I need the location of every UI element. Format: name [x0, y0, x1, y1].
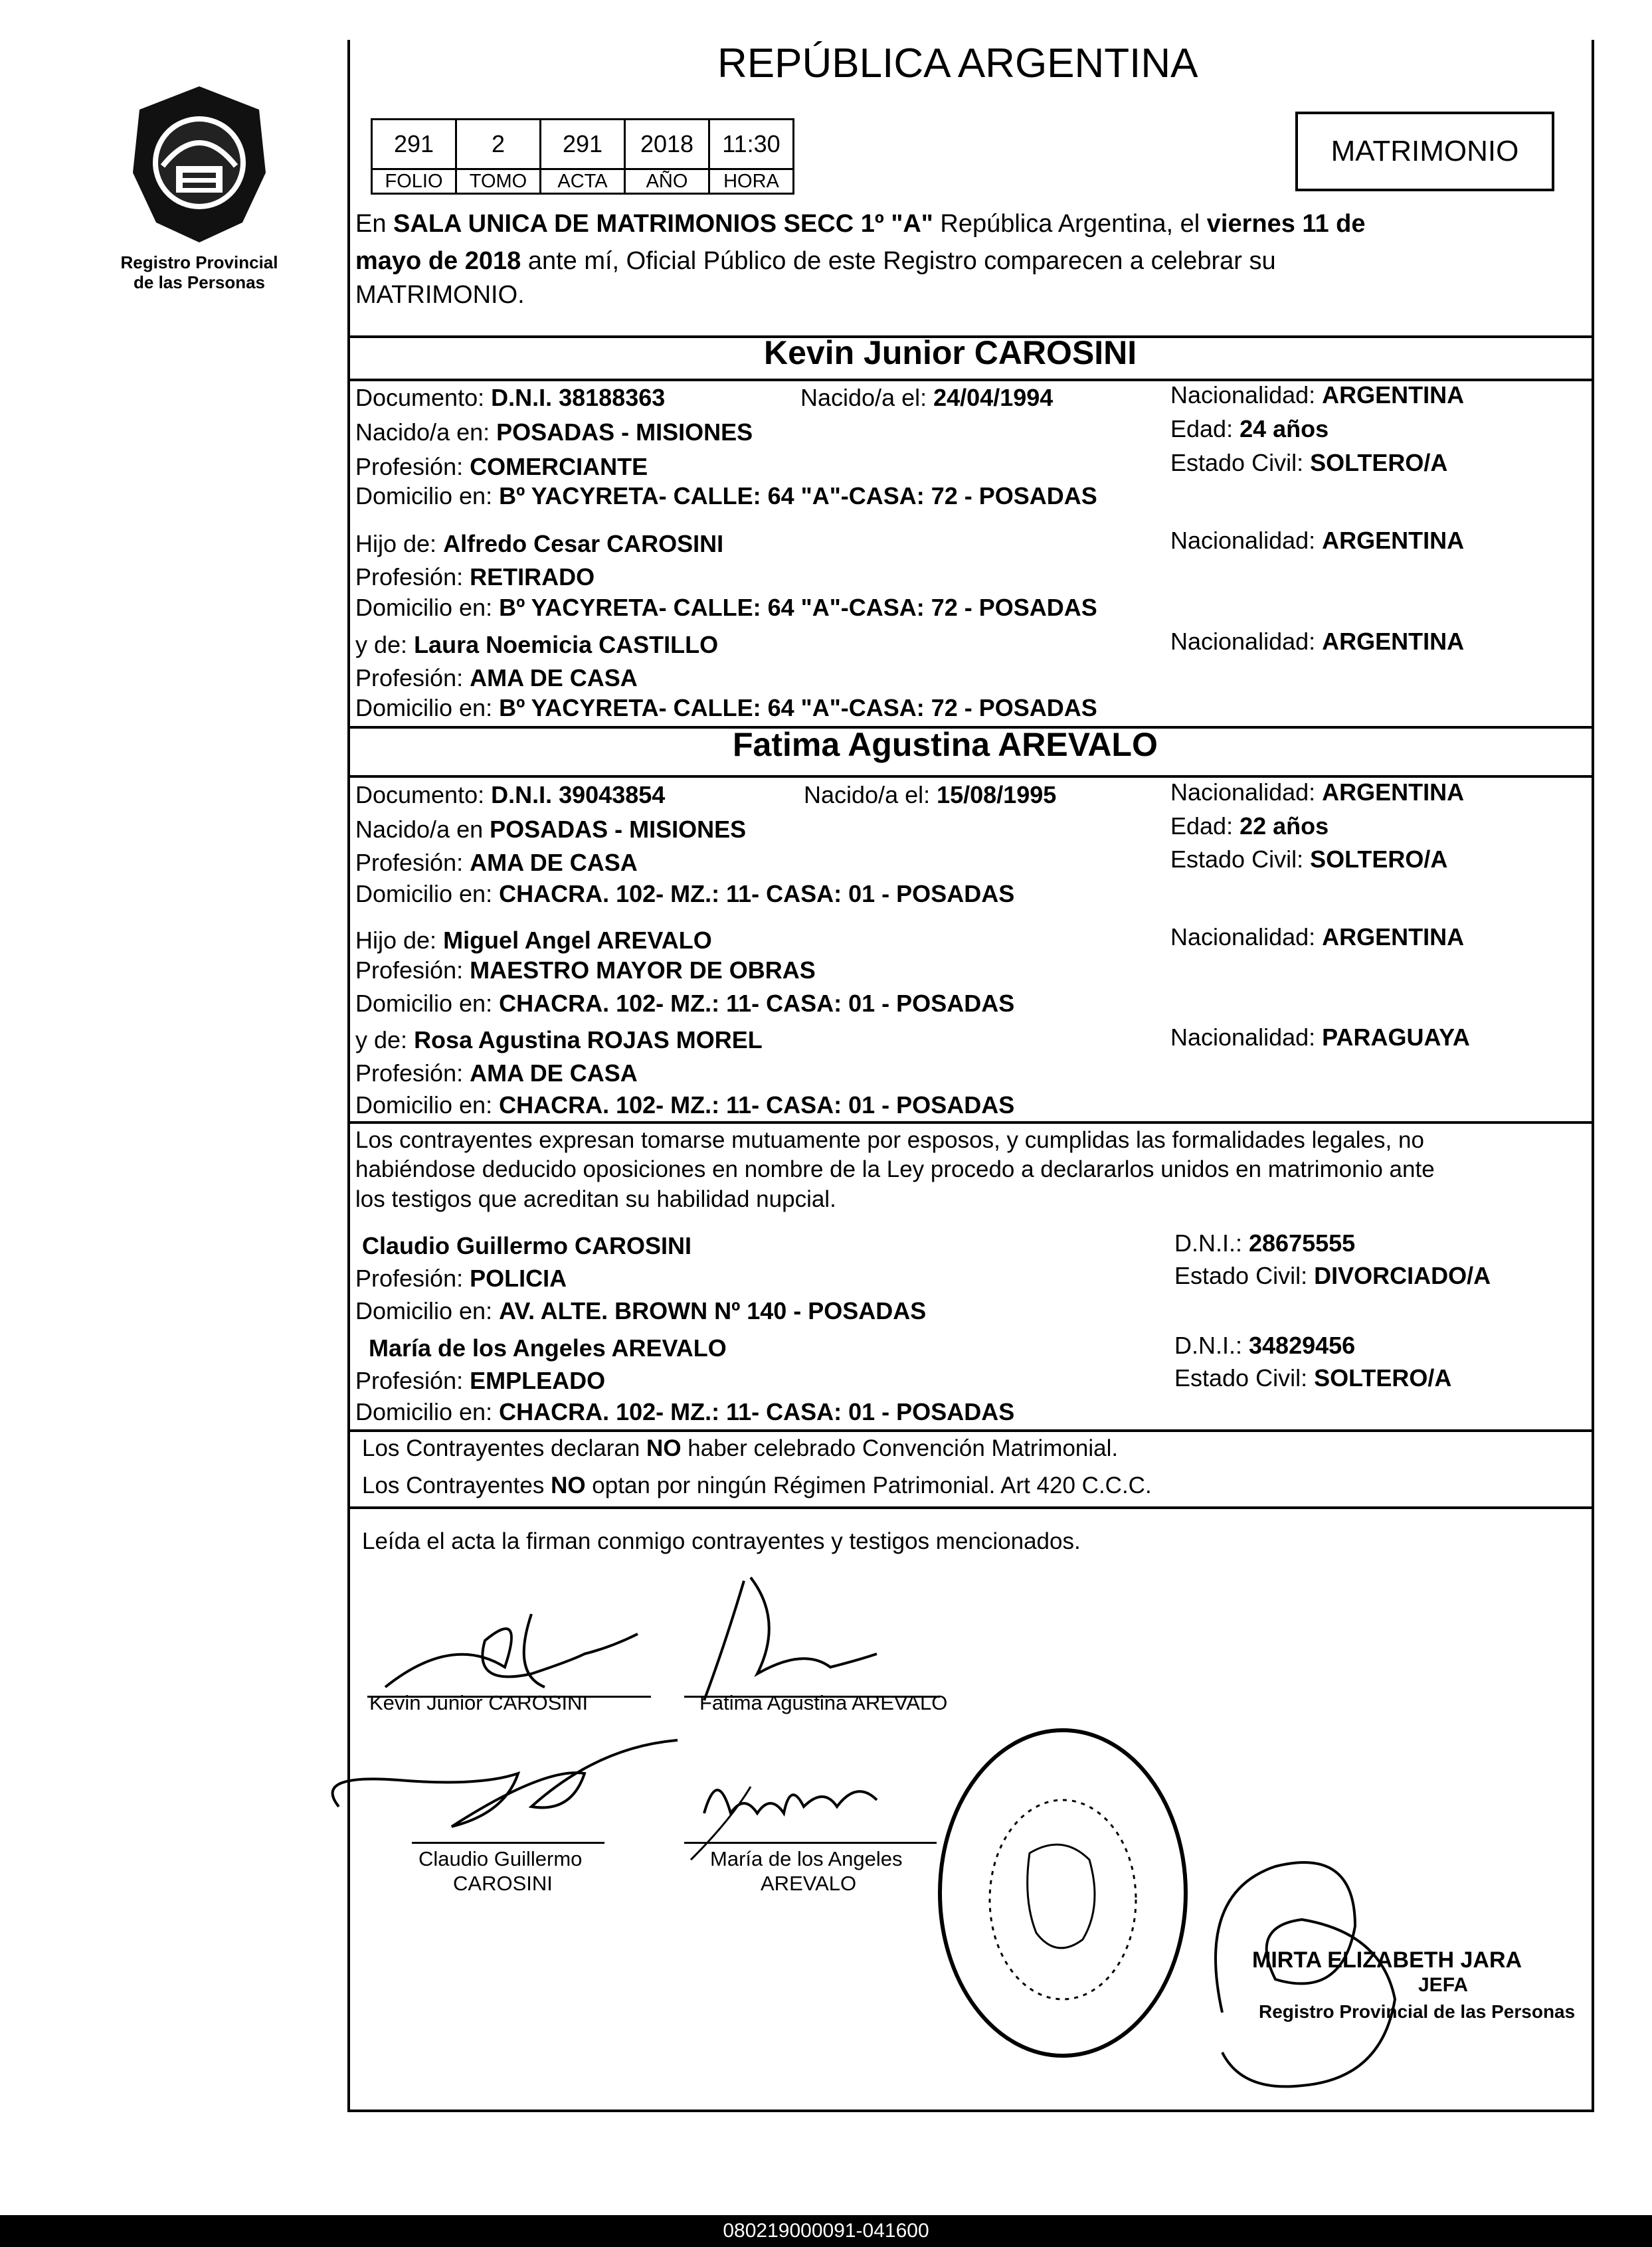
- declaration-line-2: habiéndose deducido oposiciones en nombre de la Ley procedo a declararlos unidos en matrimonio ante: [355, 1156, 1435, 1182]
- bride-documento: Documento: D.N.I. 39043854: [355, 781, 666, 808]
- acta-label: ACTA: [541, 169, 625, 194]
- divider: [347, 1506, 1594, 1509]
- tomo-label: TOMO: [456, 169, 541, 194]
- intro-prefix: En: [355, 210, 394, 238]
- bride-name: Fatima Agustina AREVALO: [733, 726, 1158, 763]
- hora-value: 11:30: [709, 120, 794, 169]
- official-office: Registro Provincial de las Personas: [1259, 2001, 1576, 2022]
- intro-office: SALA UNICA DE MATRIMONIOS SECC 1º "A": [393, 210, 933, 238]
- bride-mother-address: Domicilio en: CHACRA. 102- MZ.: 11- CASA: 01 - POSADAS: [355, 1091, 1015, 1119]
- groom-age: Edad: 24 años: [1170, 415, 1329, 442]
- anio-value: 2018: [625, 120, 709, 169]
- official-name: MIRTA ELIZABETH JARA: [1252, 1947, 1522, 1973]
- bride-signature: [671, 1568, 883, 1707]
- groom-father-nationality: Nacionalidad: ARGENTINA: [1170, 527, 1465, 554]
- groom-address: Domicilio en: Bº YACYRETA- CALLE: 64 "A"-CASA: 72 - POSADAS: [355, 482, 1097, 509]
- divider: [347, 1429, 1594, 1432]
- intro-line-3: MATRIMONIO.: [355, 281, 525, 309]
- folio-label: FOLIO: [372, 169, 456, 194]
- witness-1-name: Claudio Guillermo CAROSINI: [362, 1232, 692, 1259]
- witness-2-name: María de los Angeles AREVALO: [369, 1334, 727, 1362]
- declaration-line-1: Los contrayentes expresan tomarse mutuamente por esposos, y cumplidas las formalidades legales, no: [355, 1127, 1424, 1153]
- groom-birthplace: Nacido/a en: POSADAS - MISIONES: [355, 418, 753, 446]
- witness-1-signature-line: [412, 1842, 604, 1844]
- witness-2-dni: D.N.I.: 34829456: [1174, 1332, 1356, 1359]
- page-title: REPÚBLICA ARGENTINA: [717, 41, 1198, 86]
- convention-line-1: Los Contrayentes declaran NO haber celebrado Convención Matrimonial.: [362, 1435, 1119, 1461]
- witness-1-signature: [319, 1727, 691, 1860]
- bride-signature-label: Fatima Agustina AREVALO: [699, 1691, 948, 1714]
- groom-signature-label: Kevin Junior CAROSINI: [369, 1691, 589, 1714]
- convention-line-2: Los Contrayentes NO optan por ningún Régimen Patrimonial. Art 420 C.C.C.: [362, 1473, 1152, 1498]
- groom-mother-profession: Profesión: AMA DE CASA: [355, 664, 638, 691]
- witness-1-civil-status: Estado Civil: DIVORCIADO/A: [1174, 1262, 1491, 1289]
- witness-1-signature-label-2: CAROSINI: [453, 1872, 553, 1895]
- registry-seal: [123, 80, 276, 246]
- bride-father-nationality: Nacionalidad: ARGENTINA: [1170, 923, 1465, 950]
- footer-code-text: 080219000091-041600: [723, 2220, 929, 2242]
- intro-line-1: [355, 210, 1365, 238]
- bride-mother: y de: Rosa Agustina ROJAS MOREL: [355, 1026, 763, 1053]
- groom-documento: Documento: D.N.I. 38188363: [355, 384, 666, 411]
- groom-civil-status: Estado Civil: SOLTERO/A: [1170, 449, 1448, 476]
- groom-father-address: Domicilio en: Bº YACYRETA- CALLE: 64 "A"-CASA: 72 - POSADAS: [355, 594, 1097, 621]
- witness-2-signature-line: [684, 1842, 937, 1844]
- witness-2-signature-label-2: AREVALO: [761, 1872, 857, 1895]
- witness-1-address: Domicilio en: AV. ALTE. BROWN Nº 140 - POSADAS: [355, 1297, 927, 1324]
- groom-nationality: Nacionalidad: ARGENTINA: [1170, 381, 1465, 408]
- record-table: [371, 118, 794, 195]
- declaration-line-3: los testigos que acreditan su habilidad nupcial.: [355, 1186, 836, 1212]
- bride-age: Edad: 22 años: [1170, 812, 1329, 840]
- groom-mother-address: Domicilio en: Bº YACYRETA- CALLE: 64 "A"-CASA: 72 - POSADAS: [355, 694, 1097, 721]
- witness-1-profession: Profesión: POLICIA: [355, 1265, 567, 1292]
- bride-father-profession: Profesión: MAESTRO MAYOR DE OBRAS: [355, 956, 816, 984]
- groom-name: Kevin Junior CAROSINI: [764, 334, 1137, 371]
- witness-2-civil-status: Estado Civil: SOLTERO/A: [1174, 1364, 1452, 1392]
- anio-label: AÑO: [625, 169, 709, 194]
- witness-2-profession: Profesión: EMPLEADO: [355, 1367, 606, 1394]
- divider: [347, 1121, 1594, 1124]
- intro-rest: ante mí, Oficial Público de este Registro comparecen a celebrar su: [521, 247, 1276, 275]
- bride-father: Hijo de: Miguel Angel AREVALO: [355, 927, 712, 954]
- divider: [347, 775, 1594, 778]
- bride-birthplace: Nacido/a en POSADAS - MISIONES: [355, 816, 747, 843]
- bride-birthdate: Nacido/a el: 15/08/1995: [804, 781, 1057, 808]
- hora-label: HORA: [709, 169, 794, 194]
- act-type: MATRIMONIO: [1331, 135, 1519, 167]
- witness-2-address: Domicilio en: CHACRA. 102- MZ.: 11- CASA: 01 - POSADAS: [355, 1398, 1015, 1425]
- bride-civil-status: Estado Civil: SOLTERO/A: [1170, 846, 1448, 873]
- bride-nationality: Nacionalidad: ARGENTINA: [1170, 778, 1465, 806]
- folio-value: 291: [372, 120, 456, 169]
- bride-address: Domicilio en: CHACRA. 102- MZ.: 11- CASA: 01 - POSADAS: [355, 880, 1015, 907]
- act-type-box: [1295, 112, 1554, 191]
- bride-mother-profession: Profesión: AMA DE CASA: [355, 1059, 638, 1087]
- intro-day: viernes 11 de: [1206, 210, 1366, 238]
- groom-birthdate: Nacido/a el: 24/04/1994: [800, 384, 1054, 411]
- witness-1-dni: D.N.I.: 28675555: [1174, 1229, 1356, 1257]
- intro-date: mayo de 2018: [355, 247, 521, 275]
- bride-father-address: Domicilio en: CHACRA. 102- MZ.: 11- CASA: 01 - POSADAS: [355, 990, 1015, 1017]
- witness-2-signature-label-1: María de los Angeles: [710, 1847, 903, 1870]
- official-title: JEFA: [1418, 1974, 1469, 1996]
- groom-father: Hijo de: Alfredo Cesar CAROSINI: [355, 530, 724, 557]
- tomo-value: 2: [456, 120, 541, 169]
- bride-mother-nationality: Nacionalidad: PARAGUAYA: [1170, 1024, 1470, 1051]
- footer-code: [0, 2215, 1652, 2247]
- groom-father-profession: Profesión: RETIRADO: [355, 563, 595, 590]
- registry-logo-text: Registro Provincial de las Personas: [120, 252, 278, 292]
- bride-profession: Profesión: AMA DE CASA: [355, 849, 638, 876]
- registry-stamp: [930, 1720, 1196, 2066]
- closing-text: Leída el acta la firman conmigo contrayentes y testigos mencionados.: [362, 1528, 1081, 1554]
- intro-line-2: [355, 247, 1276, 275]
- witness-1-signature-label-1: Claudio Guillermo: [418, 1847, 583, 1870]
- acta-value: 291: [541, 120, 625, 169]
- groom-mother-nationality: Nacionalidad: ARGENTINA: [1170, 628, 1465, 655]
- groom-mother: y de: Laura Noemicia CASTILLO: [355, 631, 719, 658]
- intro-mid: República Argentina, el: [933, 210, 1207, 238]
- groom-profession: Profesión: COMERCIANTE: [355, 453, 648, 480]
